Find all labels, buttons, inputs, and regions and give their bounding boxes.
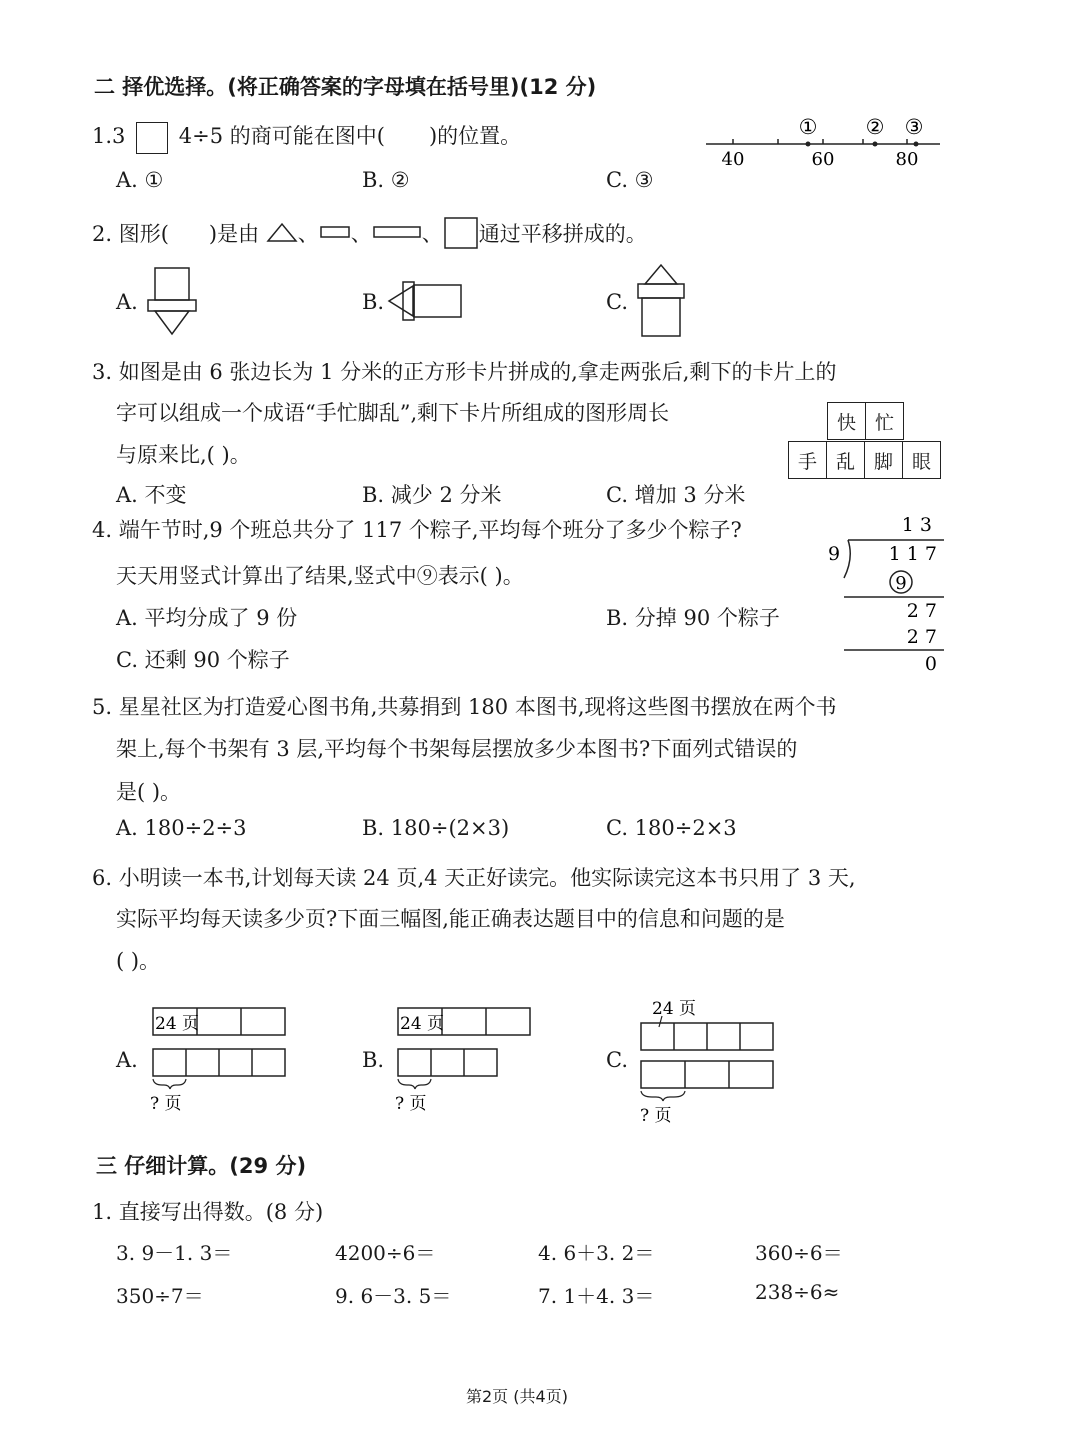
- q4-line-1: 4. 端午节时,9 个班总共分了 117 个粽子,平均每个班分了多少个粽子?: [92, 518, 742, 542]
- q4-line-2-text: 天天用竖式计算出了结果,竖式中: [116, 564, 417, 588]
- q4-option-b: B. 分掉 90 个粽子: [606, 606, 780, 630]
- bar-diagram-a: [150, 1005, 290, 1117]
- blank-digit-box: [136, 122, 168, 154]
- calc-item-1: 3. 9－1. 3＝: [116, 1241, 233, 1265]
- square-piece-icon: [443, 216, 479, 250]
- long-rectangle-piece-icon: [372, 221, 422, 243]
- q2-text-a: 2. 图形(: [92, 222, 169, 246]
- q5-option-b: B. 180÷(2×3): [362, 816, 510, 840]
- q5-line-2: 架上,每个书架有 3 层,平均每个书架每层摆放多少本图书?下面列式错误的: [116, 737, 798, 761]
- q5-line-3: 是( )。: [116, 780, 182, 804]
- calc-item-5: 350÷7＝: [116, 1284, 204, 1308]
- calc-item-4: 360÷6＝: [755, 1241, 843, 1265]
- diagram-c-unknown-label: ? 页: [640, 1106, 672, 1126]
- div-quotient: 1 3: [901, 514, 932, 536]
- card-mang: 忙: [866, 403, 904, 440]
- diagram-b-unknown-label: ? 页: [395, 1094, 427, 1114]
- bar-diagram-c: [638, 995, 778, 1127]
- q3-line-3: 与原来比,( )。: [116, 443, 251, 467]
- q3-line-1: 3. 如图是由 6 张边长为 1 分米的正方形卡片拼成的,拿走两张后,剩下的卡片上的: [92, 360, 837, 384]
- triangle-piece-icon: [266, 221, 298, 243]
- axis-tick-60: 60: [811, 149, 835, 170]
- q3-option-c: C. 增加 3 分米: [606, 483, 746, 507]
- calc-item-7: 7. 1＋4. 3＝: [538, 1284, 655, 1308]
- div-dividend: 1 1 7: [888, 543, 937, 565]
- question-2: [92, 216, 647, 250]
- q2-sep-2: 、: [350, 222, 372, 246]
- q1-number: 1.: [92, 124, 113, 148]
- q2-text-c: 通过平移拼成的。: [478, 222, 647, 246]
- q6-option-c: C.: [606, 1048, 628, 1072]
- q6-line-2: 实际平均每天读多少页?下面三幅图,能正确表达题目中的信息和问题的是: [116, 907, 785, 931]
- calc-item-3: 4. 6＋3. 2＝: [538, 1241, 655, 1265]
- small-rectangle-piece-icon: [319, 221, 351, 243]
- q1-post: 4÷5 的商可能在图中(: [178, 124, 385, 148]
- q4-line-2-end: 表示( )。: [437, 564, 524, 588]
- card-luan: 乱: [827, 442, 865, 479]
- axis-tick-40: 40: [721, 149, 745, 170]
- axis-tick-80: 80: [895, 149, 919, 170]
- q1-option-b: B. ②: [362, 168, 410, 192]
- diagram-b-pages-label: 24 页: [400, 1014, 445, 1034]
- card-shou: 手: [789, 442, 827, 479]
- q3-line-2: 字可以组成一个成语“手忙脚乱”,剩下卡片所组成的图形周长: [116, 401, 670, 425]
- q2-option-b: B.: [362, 290, 385, 314]
- calc-item-6: 9. 6－3. 5＝: [335, 1284, 452, 1308]
- axis-mark-3: ③: [904, 115, 924, 139]
- long-division: [820, 508, 950, 678]
- q5-option-a: A. 180÷2÷3: [116, 816, 247, 840]
- q2-option-c: C.: [606, 290, 628, 314]
- diagram-c-pages-label: 24 页: [652, 999, 697, 1019]
- div-remainder-1: 2 7: [906, 600, 937, 622]
- q3-option-a: A. 不变: [116, 483, 187, 507]
- card-yan: 眼: [903, 442, 941, 479]
- number-line: [700, 108, 950, 170]
- shape-option-a-icon: [145, 264, 200, 342]
- div-remainder-2: 0: [924, 653, 937, 675]
- q4-line-2: [116, 560, 524, 590]
- page-footer: 第2页 (共4页): [466, 1387, 568, 1406]
- q6-option-b: B.: [362, 1048, 385, 1072]
- cards-bottom-row: [788, 441, 941, 479]
- section-three-title: 三 仔细计算。(29 分): [96, 1154, 307, 1178]
- div-step-1: 9: [895, 573, 907, 594]
- card-jiao: 脚: [865, 442, 903, 479]
- q4-option-c: C. 还剩 90 个粽子: [116, 648, 290, 672]
- q1-option-c: C. ③: [606, 168, 654, 192]
- diagram-a-unknown-label: ? 页: [150, 1094, 182, 1114]
- section-two-title: 二 择优选择。(将正确答案的字母填在括号里)(12 分): [94, 75, 597, 99]
- bar-diagram-b: [395, 1005, 535, 1117]
- div-step-2: 2 7: [906, 626, 937, 648]
- calc-item-2: 4200÷6＝: [335, 1241, 436, 1265]
- cards-top-row: [827, 402, 904, 440]
- shape-option-c-icon: [636, 262, 688, 342]
- q1-option-a: A. ①: [116, 168, 164, 192]
- circled-nine: ⑨: [416, 564, 438, 588]
- s3-q1-title: 1. 直接写出得数。(8 分): [92, 1200, 324, 1224]
- axis-mark-1: ①: [798, 115, 818, 139]
- q2-sep-1: 、: [297, 222, 319, 246]
- diagram-a-pages-label: 24 页: [155, 1014, 200, 1034]
- q6-option-a: A.: [116, 1048, 138, 1072]
- q1-pre: 3: [112, 124, 126, 148]
- q2-sep-3: 、: [421, 222, 443, 246]
- axis-mark-2: ②: [865, 115, 885, 139]
- q3-option-b: B. 减少 2 分米: [362, 483, 502, 507]
- q5-option-c: C. 180÷2×3: [606, 816, 737, 840]
- div-divisor: 9: [827, 543, 841, 565]
- q1-end: )的位置。: [428, 124, 522, 148]
- shape-option-b-icon: [386, 280, 466, 322]
- calc-item-8: 238÷6≈: [755, 1280, 840, 1304]
- q2-text-b: )是由: [208, 222, 260, 246]
- q4-option-a: A. 平均分成了 9 份: [116, 606, 298, 630]
- question-1: [92, 120, 521, 154]
- q2-option-a: A.: [116, 290, 138, 314]
- q6-line-3: ( )。: [116, 949, 161, 973]
- card-kuai: 快: [828, 403, 866, 440]
- q6-line-1: 6. 小明读一本书,计划每天读 24 页,4 天正好读完。他实际读完这本书只用了 3 天,: [92, 866, 856, 890]
- q5-line-1: 5. 星星社区为打造爱心图书角,共募捐到 180 本图书,现将这些图书摆放在两个书: [92, 695, 837, 719]
